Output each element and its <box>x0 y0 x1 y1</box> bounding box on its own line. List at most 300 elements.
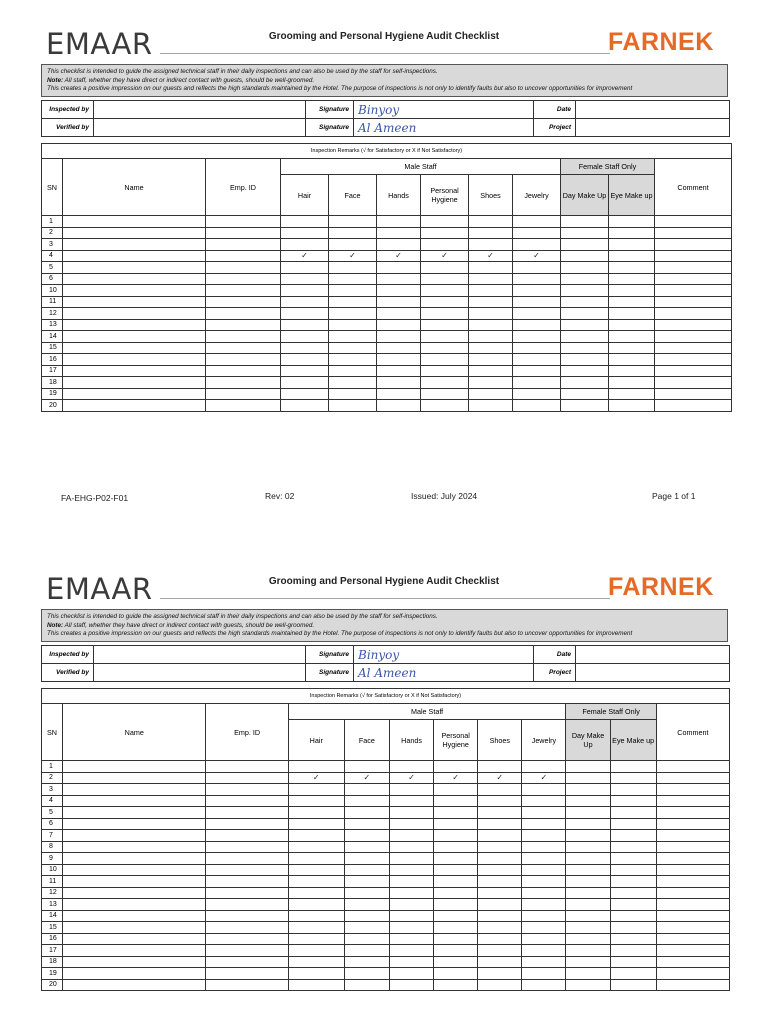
hair-cell[interactable] <box>281 354 329 366</box>
hygiene-cell[interactable] <box>434 830 478 842</box>
eye-makeup-cell[interactable] <box>610 772 656 784</box>
comment-cell[interactable] <box>655 296 732 308</box>
hands-cell[interactable] <box>377 239 421 251</box>
shoes-cell[interactable] <box>469 239 513 251</box>
eye-makeup-cell[interactable] <box>610 933 656 945</box>
name-cell[interactable] <box>63 331 206 343</box>
emp-id-cell[interactable] <box>206 933 288 945</box>
emp-id-cell[interactable] <box>206 956 288 968</box>
day-makeup-cell[interactable] <box>566 922 610 934</box>
name-cell[interactable] <box>63 342 206 354</box>
hygiene-cell[interactable] <box>421 331 469 343</box>
face-cell[interactable] <box>329 216 377 228</box>
name-cell[interactable] <box>63 979 206 991</box>
jewelry-cell[interactable] <box>522 956 566 968</box>
name-cell[interactable] <box>63 956 206 968</box>
hands-cell[interactable] <box>377 273 421 285</box>
face-cell[interactable] <box>344 807 389 819</box>
shoes-cell[interactable] <box>469 285 513 297</box>
hands-cell[interactable] <box>389 910 433 922</box>
hair-cell[interactable] <box>288 795 344 807</box>
jewelry-cell[interactable] <box>522 818 566 830</box>
day-makeup-cell[interactable] <box>566 818 610 830</box>
comment-cell[interactable] <box>656 761 729 773</box>
comment-cell[interactable] <box>656 784 729 796</box>
hands-cell[interactable] <box>389 830 433 842</box>
shoes-cell[interactable] <box>478 853 522 865</box>
face-cell[interactable] <box>344 968 389 980</box>
hygiene-cell[interactable] <box>434 910 478 922</box>
hygiene-cell[interactable] <box>434 968 478 980</box>
day-makeup-cell[interactable] <box>561 354 609 366</box>
hair-cell[interactable] <box>288 784 344 796</box>
emp-id-cell[interactable] <box>206 216 281 228</box>
face-cell[interactable] <box>344 956 389 968</box>
hygiene-cell[interactable] <box>434 807 478 819</box>
shoes-cell[interactable] <box>469 262 513 274</box>
name-cell[interactable] <box>63 968 206 980</box>
name-cell[interactable] <box>63 400 206 412</box>
emp-id-cell[interactable] <box>206 319 281 331</box>
eye-makeup-cell[interactable] <box>609 400 655 412</box>
jewelry-cell[interactable] <box>522 841 566 853</box>
jewelry-cell[interactable] <box>513 342 561 354</box>
eye-makeup-cell[interactable] <box>610 899 656 911</box>
face-cell[interactable] <box>329 296 377 308</box>
comment-cell[interactable] <box>656 887 729 899</box>
name-cell[interactable] <box>63 216 206 228</box>
hygiene-cell[interactable] <box>434 979 478 991</box>
face-cell[interactable] <box>344 887 389 899</box>
eye-makeup-cell[interactable] <box>609 365 655 377</box>
name-cell[interactable] <box>63 922 206 934</box>
hygiene-cell[interactable] <box>434 784 478 796</box>
name-cell[interactable] <box>63 273 206 285</box>
name-cell[interactable] <box>63 784 206 796</box>
shoes-cell[interactable] <box>478 761 522 773</box>
shoes-cell[interactable] <box>478 956 522 968</box>
eye-makeup-cell[interactable] <box>609 227 655 239</box>
face-cell[interactable] <box>344 853 389 865</box>
comment-cell[interactable] <box>656 956 729 968</box>
emp-id-cell[interactable] <box>206 273 281 285</box>
hair-cell[interactable] <box>288 841 344 853</box>
day-makeup-cell[interactable] <box>561 239 609 251</box>
emp-id-cell[interactable] <box>206 876 288 888</box>
emp-id-cell[interactable] <box>206 354 281 366</box>
day-makeup-cell[interactable] <box>566 761 610 773</box>
face-cell[interactable] <box>344 818 389 830</box>
jewelry-cell[interactable] <box>513 400 561 412</box>
face-cell[interactable] <box>329 388 377 400</box>
hands-cell[interactable] <box>377 296 421 308</box>
hands-cell[interactable] <box>377 331 421 343</box>
day-makeup-cell[interactable] <box>566 841 610 853</box>
jewelry-cell[interactable] <box>522 853 566 865</box>
name-cell[interactable] <box>63 933 206 945</box>
eye-makeup-cell[interactable] <box>610 968 656 980</box>
comment-cell[interactable] <box>655 377 732 389</box>
verifier-signature[interactable]: Al Ameen <box>354 119 534 137</box>
comment-cell[interactable] <box>656 922 729 934</box>
hair-cell[interactable] <box>281 331 329 343</box>
jewelry-cell[interactable] <box>522 899 566 911</box>
day-makeup-cell[interactable] <box>566 807 610 819</box>
name-cell[interactable] <box>63 354 206 366</box>
hair-cell[interactable] <box>288 864 344 876</box>
jewelry-cell[interactable] <box>513 377 561 389</box>
day-makeup-cell[interactable] <box>561 319 609 331</box>
emp-id-cell[interactable] <box>206 400 281 412</box>
face-cell[interactable] <box>344 922 389 934</box>
jewelry-cell[interactable] <box>522 979 566 991</box>
jewelry-cell[interactable] <box>513 365 561 377</box>
hygiene-cell[interactable] <box>421 342 469 354</box>
hands-cell[interactable] <box>377 400 421 412</box>
name-cell[interactable] <box>63 365 206 377</box>
name-cell[interactable] <box>63 876 206 888</box>
eye-makeup-cell[interactable] <box>609 331 655 343</box>
shoes-cell[interactable] <box>469 250 513 262</box>
hair-cell[interactable] <box>281 285 329 297</box>
name-cell[interactable] <box>63 319 206 331</box>
hair-cell[interactable] <box>288 761 344 773</box>
verified-by-field[interactable] <box>94 664 306 682</box>
hands-cell[interactable] <box>389 956 433 968</box>
day-makeup-cell[interactable] <box>566 830 610 842</box>
jewelry-cell[interactable] <box>513 319 561 331</box>
comment-cell[interactable] <box>655 262 732 274</box>
eye-makeup-cell[interactable] <box>610 956 656 968</box>
hair-cell[interactable] <box>288 818 344 830</box>
name-cell[interactable] <box>63 377 206 389</box>
name-cell[interactable] <box>63 308 206 320</box>
day-makeup-cell[interactable] <box>561 331 609 343</box>
emp-id-cell[interactable] <box>206 377 281 389</box>
shoes-cell[interactable] <box>478 818 522 830</box>
jewelry-cell[interactable] <box>522 795 566 807</box>
eye-makeup-cell[interactable] <box>610 784 656 796</box>
emp-id-cell[interactable] <box>206 772 288 784</box>
jewelry-cell[interactable] <box>513 250 561 262</box>
eye-makeup-cell[interactable] <box>610 945 656 957</box>
comment-cell[interactable] <box>656 830 729 842</box>
inspector-signature[interactable]: Binyoy <box>354 101 534 119</box>
hygiene-cell[interactable] <box>434 818 478 830</box>
name-cell[interactable] <box>63 899 206 911</box>
comment-cell[interactable] <box>656 818 729 830</box>
jewelry-cell[interactable] <box>522 922 566 934</box>
name-cell[interactable] <box>63 388 206 400</box>
face-cell[interactable] <box>329 400 377 412</box>
hygiene-cell[interactable] <box>421 400 469 412</box>
jewelry-cell[interactable] <box>522 864 566 876</box>
hair-cell[interactable] <box>281 273 329 285</box>
shoes-cell[interactable] <box>469 365 513 377</box>
jewelry-cell[interactable] <box>522 968 566 980</box>
hygiene-cell[interactable] <box>434 945 478 957</box>
comment-cell[interactable] <box>655 285 732 297</box>
name-cell[interactable] <box>63 853 206 865</box>
jewelry-cell[interactable] <box>522 761 566 773</box>
hair-cell[interactable] <box>288 922 344 934</box>
hands-cell[interactable] <box>389 864 433 876</box>
hands-cell[interactable] <box>377 365 421 377</box>
hair-cell[interactable] <box>281 365 329 377</box>
hands-cell[interactable] <box>389 784 433 796</box>
hygiene-cell[interactable] <box>421 388 469 400</box>
face-cell[interactable] <box>329 319 377 331</box>
day-makeup-cell[interactable] <box>561 365 609 377</box>
jewelry-cell[interactable] <box>522 933 566 945</box>
jewelry-cell[interactable] <box>513 227 561 239</box>
shoes-cell[interactable] <box>469 388 513 400</box>
eye-makeup-cell[interactable] <box>609 342 655 354</box>
comment-cell[interactable] <box>655 319 732 331</box>
eye-makeup-cell[interactable] <box>610 876 656 888</box>
emp-id-cell[interactable] <box>206 285 281 297</box>
hygiene-cell[interactable] <box>421 250 469 262</box>
emp-id-cell[interactable] <box>206 922 288 934</box>
face-cell[interactable] <box>344 772 389 784</box>
name-cell[interactable] <box>63 772 206 784</box>
hair-cell[interactable] <box>281 377 329 389</box>
hair-cell[interactable] <box>288 979 344 991</box>
comment-cell[interactable] <box>656 910 729 922</box>
hair-cell[interactable] <box>281 239 329 251</box>
hair-cell[interactable] <box>288 807 344 819</box>
shoes-cell[interactable] <box>478 910 522 922</box>
hair-cell[interactable] <box>288 899 344 911</box>
day-makeup-cell[interactable] <box>566 968 610 980</box>
face-cell[interactable] <box>344 761 389 773</box>
emp-id-cell[interactable] <box>206 365 281 377</box>
face-cell[interactable] <box>344 864 389 876</box>
name-cell[interactable] <box>63 262 206 274</box>
shoes-cell[interactable] <box>469 296 513 308</box>
hands-cell[interactable] <box>377 285 421 297</box>
day-makeup-cell[interactable] <box>566 933 610 945</box>
emp-id-cell[interactable] <box>206 899 288 911</box>
hands-cell[interactable] <box>377 342 421 354</box>
jewelry-cell[interactable] <box>522 910 566 922</box>
date-field[interactable] <box>576 646 730 664</box>
eye-makeup-cell[interactable] <box>609 262 655 274</box>
hygiene-cell[interactable] <box>434 876 478 888</box>
day-makeup-cell[interactable] <box>566 784 610 796</box>
face-cell[interactable] <box>329 250 377 262</box>
face-cell[interactable] <box>329 273 377 285</box>
day-makeup-cell[interactable] <box>566 887 610 899</box>
day-makeup-cell[interactable] <box>561 216 609 228</box>
emp-id-cell[interactable] <box>206 331 281 343</box>
day-makeup-cell[interactable] <box>561 400 609 412</box>
comment-cell[interactable] <box>655 216 732 228</box>
shoes-cell[interactable] <box>478 945 522 957</box>
comment-cell[interactable] <box>656 968 729 980</box>
emp-id-cell[interactable] <box>206 968 288 980</box>
face-cell[interactable] <box>329 354 377 366</box>
shoes-cell[interactable] <box>478 864 522 876</box>
hands-cell[interactable] <box>377 388 421 400</box>
comment-cell[interactable] <box>655 331 732 343</box>
hair-cell[interactable] <box>281 296 329 308</box>
comment-cell[interactable] <box>656 807 729 819</box>
face-cell[interactable] <box>344 876 389 888</box>
hands-cell[interactable] <box>389 795 433 807</box>
eye-makeup-cell[interactable] <box>609 285 655 297</box>
jewelry-cell[interactable] <box>513 354 561 366</box>
name-cell[interactable] <box>63 841 206 853</box>
emp-id-cell[interactable] <box>206 795 288 807</box>
shoes-cell[interactable] <box>478 979 522 991</box>
jewelry-cell[interactable] <box>522 772 566 784</box>
eye-makeup-cell[interactable] <box>610 818 656 830</box>
comment-cell[interactable] <box>655 400 732 412</box>
hair-cell[interactable] <box>288 956 344 968</box>
jewelry-cell[interactable] <box>513 296 561 308</box>
hygiene-cell[interactable] <box>421 239 469 251</box>
emp-id-cell[interactable] <box>206 979 288 991</box>
face-cell[interactable] <box>344 933 389 945</box>
emp-id-cell[interactable] <box>206 227 281 239</box>
day-makeup-cell[interactable] <box>561 308 609 320</box>
day-makeup-cell[interactable] <box>561 296 609 308</box>
eye-makeup-cell[interactable] <box>609 250 655 262</box>
hygiene-cell[interactable] <box>434 841 478 853</box>
emp-id-cell[interactable] <box>206 308 281 320</box>
comment-cell[interactable] <box>655 365 732 377</box>
comment-cell[interactable] <box>656 841 729 853</box>
comment-cell[interactable] <box>656 933 729 945</box>
emp-id-cell[interactable] <box>206 262 281 274</box>
shoes-cell[interactable] <box>469 342 513 354</box>
hands-cell[interactable] <box>377 216 421 228</box>
emp-id-cell[interactable] <box>206 807 288 819</box>
hygiene-cell[interactable] <box>421 319 469 331</box>
hygiene-cell[interactable] <box>421 308 469 320</box>
jewelry-cell[interactable] <box>513 285 561 297</box>
face-cell[interactable] <box>329 331 377 343</box>
comment-cell[interactable] <box>656 945 729 957</box>
emp-id-cell[interactable] <box>206 342 281 354</box>
eye-makeup-cell[interactable] <box>609 216 655 228</box>
comment-cell[interactable] <box>655 239 732 251</box>
day-makeup-cell[interactable] <box>561 227 609 239</box>
eye-makeup-cell[interactable] <box>609 239 655 251</box>
day-makeup-cell[interactable] <box>566 795 610 807</box>
eye-makeup-cell[interactable] <box>610 807 656 819</box>
shoes-cell[interactable] <box>469 273 513 285</box>
jewelry-cell[interactable] <box>522 807 566 819</box>
verified-by-field[interactable] <box>94 119 306 137</box>
comment-cell[interactable] <box>655 388 732 400</box>
name-cell[interactable] <box>63 807 206 819</box>
hygiene-cell[interactable] <box>421 262 469 274</box>
face-cell[interactable] <box>329 365 377 377</box>
jewelry-cell[interactable] <box>513 216 561 228</box>
emp-id-cell[interactable] <box>206 761 288 773</box>
hands-cell[interactable] <box>389 772 433 784</box>
hair-cell[interactable] <box>281 227 329 239</box>
face-cell[interactable] <box>329 227 377 239</box>
shoes-cell[interactable] <box>478 968 522 980</box>
shoes-cell[interactable] <box>469 400 513 412</box>
day-makeup-cell[interactable] <box>561 273 609 285</box>
hands-cell[interactable] <box>377 250 421 262</box>
day-makeup-cell[interactable] <box>561 262 609 274</box>
shoes-cell[interactable] <box>478 807 522 819</box>
day-makeup-cell[interactable] <box>561 250 609 262</box>
eye-makeup-cell[interactable] <box>609 308 655 320</box>
hands-cell[interactable] <box>389 922 433 934</box>
day-makeup-cell[interactable] <box>566 876 610 888</box>
hair-cell[interactable] <box>281 250 329 262</box>
eye-makeup-cell[interactable] <box>609 354 655 366</box>
eye-makeup-cell[interactable] <box>610 841 656 853</box>
shoes-cell[interactable] <box>478 841 522 853</box>
hygiene-cell[interactable] <box>434 853 478 865</box>
face-cell[interactable] <box>329 308 377 320</box>
eye-makeup-cell[interactable] <box>609 377 655 389</box>
day-makeup-cell[interactable] <box>566 853 610 865</box>
hair-cell[interactable] <box>288 772 344 784</box>
face-cell[interactable] <box>344 830 389 842</box>
shoes-cell[interactable] <box>469 319 513 331</box>
shoes-cell[interactable] <box>469 377 513 389</box>
emp-id-cell[interactable] <box>206 910 288 922</box>
comment-cell[interactable] <box>656 979 729 991</box>
hair-cell[interactable] <box>288 887 344 899</box>
hands-cell[interactable] <box>377 319 421 331</box>
name-cell[interactable] <box>63 864 206 876</box>
hair-cell[interactable] <box>281 400 329 412</box>
day-makeup-cell[interactable] <box>561 342 609 354</box>
emp-id-cell[interactable] <box>206 784 288 796</box>
hygiene-cell[interactable] <box>421 216 469 228</box>
verifier-signature[interactable]: Al Ameen <box>354 664 534 682</box>
name-cell[interactable] <box>63 250 206 262</box>
eye-makeup-cell[interactable] <box>609 273 655 285</box>
hair-cell[interactable] <box>288 830 344 842</box>
hygiene-cell[interactable] <box>421 285 469 297</box>
hair-cell[interactable] <box>288 968 344 980</box>
hair-cell[interactable] <box>288 853 344 865</box>
eye-makeup-cell[interactable] <box>610 795 656 807</box>
hands-cell[interactable] <box>377 377 421 389</box>
face-cell[interactable] <box>344 910 389 922</box>
hair-cell[interactable] <box>281 216 329 228</box>
comment-cell[interactable] <box>656 853 729 865</box>
hygiene-cell[interactable] <box>421 377 469 389</box>
hands-cell[interactable] <box>377 308 421 320</box>
emp-id-cell[interactable] <box>206 853 288 865</box>
hands-cell[interactable] <box>389 853 433 865</box>
hygiene-cell[interactable] <box>421 296 469 308</box>
hair-cell[interactable] <box>281 319 329 331</box>
jewelry-cell[interactable] <box>513 331 561 343</box>
name-cell[interactable] <box>63 227 206 239</box>
jewelry-cell[interactable] <box>522 887 566 899</box>
jewelry-cell[interactable] <box>513 239 561 251</box>
hygiene-cell[interactable] <box>421 227 469 239</box>
jewelry-cell[interactable] <box>513 308 561 320</box>
hands-cell[interactable] <box>389 979 433 991</box>
emp-id-cell[interactable] <box>206 887 288 899</box>
face-cell[interactable] <box>329 239 377 251</box>
face-cell[interactable] <box>344 945 389 957</box>
day-makeup-cell[interactable] <box>566 956 610 968</box>
